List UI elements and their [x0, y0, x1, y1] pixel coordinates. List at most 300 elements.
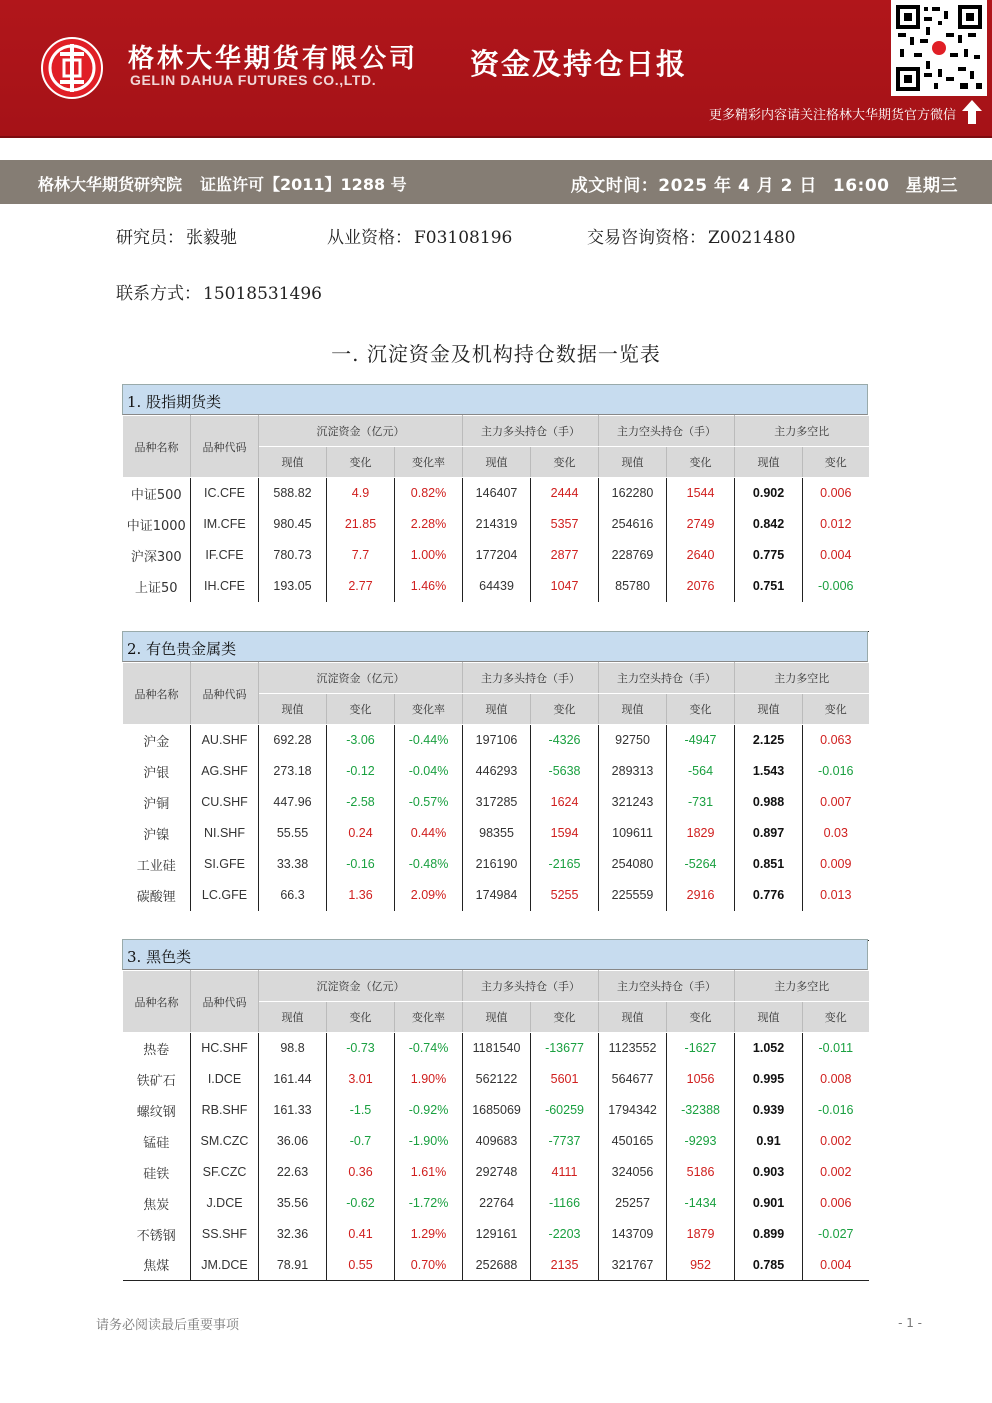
- contact-label: 联系方式：: [116, 284, 201, 304]
- capital-change: -0.62: [327, 1188, 395, 1219]
- header-sub: 变化: [531, 447, 599, 478]
- long-value: 292748: [463, 1157, 531, 1188]
- long-change: 4111: [531, 1157, 599, 1188]
- variety-code: CU.SHF: [191, 787, 259, 818]
- variety-code: AU.SHF: [191, 725, 259, 756]
- header-band: [0, 0, 992, 138]
- variety-name: 硅铁: [123, 1157, 191, 1188]
- table-row: [123, 540, 869, 571]
- table-row: [123, 725, 869, 756]
- capital-value: 32.36: [259, 1219, 327, 1250]
- ratio-value: 2.125: [735, 725, 803, 756]
- header-sub: 变化: [531, 1002, 599, 1033]
- capital-value: 193.05: [259, 571, 327, 602]
- header-sub: 现值: [735, 694, 803, 725]
- short-change: 952: [667, 1250, 735, 1281]
- capital-change: -0.73: [327, 1033, 395, 1064]
- researcher-name: 张毅驰: [186, 228, 237, 248]
- variety-code: I.DCE: [191, 1064, 259, 1095]
- variety-code: HC.SHF: [191, 1033, 259, 1064]
- short-value: 321767: [599, 1250, 667, 1281]
- ratio-value: 0.851: [735, 849, 803, 880]
- long-change: -2203: [531, 1219, 599, 1250]
- long-change: 1047: [531, 571, 599, 602]
- long-change: -60259: [531, 1095, 599, 1126]
- capital-change-rate: -1.72%: [395, 1188, 463, 1219]
- table-row: [123, 818, 869, 849]
- capital-value: 98.8: [259, 1033, 327, 1064]
- short-change: 5186: [667, 1157, 735, 1188]
- header-name: 品种名称: [123, 663, 191, 725]
- short-change: -1627: [667, 1033, 735, 1064]
- long-value: 562122: [463, 1064, 531, 1095]
- short-change: -564: [667, 756, 735, 787]
- variety-code: J.DCE: [191, 1188, 259, 1219]
- disclaimer-note: 请务必阅读最后重要事项: [96, 1318, 240, 1333]
- ratio-change: 0.013: [820, 888, 852, 902]
- header-capital: 沉淀资金（亿元）: [259, 416, 463, 447]
- capital-change-rate: 1.29%: [395, 1219, 463, 1250]
- capital-change: 3.01: [327, 1064, 395, 1095]
- capital-value: 161.33: [259, 1095, 327, 1126]
- report-time: 16:00: [832, 176, 890, 196]
- advisory-number: Z0021480: [708, 228, 796, 248]
- short-change: 2749: [667, 509, 735, 540]
- short-value: 450165: [599, 1126, 667, 1157]
- capital-value: 780.73: [259, 540, 327, 571]
- capital-value: 161.44: [259, 1064, 327, 1095]
- ratio-change: 0.006: [820, 1196, 852, 1210]
- variety-code: IF.CFE: [191, 540, 259, 571]
- short-value: 85780: [599, 571, 667, 602]
- long-value: 216190: [463, 849, 531, 880]
- ratio-value: 0.988: [735, 787, 803, 818]
- capital-change: 2.77: [327, 571, 395, 602]
- variety-code: SS.SHF: [191, 1219, 259, 1250]
- header-ratio: 主力多空比: [735, 971, 869, 1002]
- qualification-label: 从业资格：: [327, 228, 412, 248]
- ratio-value: 0.785: [735, 1250, 803, 1281]
- long-change: -4326: [531, 725, 599, 756]
- ratio-value: 0.939: [735, 1095, 803, 1126]
- long-change: -1166: [531, 1188, 599, 1219]
- long-change: 5255: [531, 880, 599, 911]
- short-value: 143709: [599, 1219, 667, 1250]
- long-change: 1624: [531, 787, 599, 818]
- capital-value: 447.96: [259, 787, 327, 818]
- header-short: 主力空头持仓（手）: [599, 416, 735, 447]
- long-value: 22764: [463, 1188, 531, 1219]
- qualification: [327, 223, 512, 248]
- ratio-change: 0.004: [803, 1250, 869, 1281]
- capital-change-rate: 2.28%: [395, 509, 463, 540]
- variety-name: 中证500: [123, 478, 191, 509]
- capital-change: 0.36: [327, 1157, 395, 1188]
- ratio-change: -0.016: [818, 764, 854, 778]
- long-value: 1181540: [463, 1033, 531, 1064]
- header-sub: 现值: [463, 694, 531, 725]
- contact-number: 15018531496: [203, 284, 322, 304]
- ratio-change: 0.03: [823, 826, 848, 840]
- variety-code: JM.DCE: [191, 1250, 259, 1281]
- header-code: 品种代码: [191, 663, 259, 725]
- company-logo-icon: [40, 36, 104, 100]
- long-change: 5357: [531, 509, 599, 540]
- capital-value: 66.3: [259, 880, 327, 911]
- long-value: 64439: [463, 571, 531, 602]
- long-change: 5601: [531, 1064, 599, 1095]
- capital-change-rate: -0.48%: [395, 849, 463, 880]
- ratio-change: 0.012: [820, 517, 852, 531]
- capital-value: 273.18: [259, 756, 327, 787]
- table-row: [123, 1250, 869, 1281]
- ratio-change: 0.002: [820, 1165, 852, 1179]
- short-change: -9293: [667, 1126, 735, 1157]
- long-value: 446293: [463, 756, 531, 787]
- spacer-cell: [123, 911, 869, 941]
- capital-change-rate: -1.90%: [395, 1126, 463, 1157]
- long-change: 2877: [531, 540, 599, 571]
- ratio-value: 0.751: [735, 571, 803, 602]
- variety-code: IC.CFE: [191, 478, 259, 509]
- header-sub: 现值: [735, 447, 803, 478]
- variety-name: 工业硅: [123, 849, 191, 880]
- header-sub: 现值: [259, 447, 327, 478]
- report-date: 成文时间：2025 年 4 月 2 日: [570, 176, 817, 196]
- header-sub: 变化: [803, 694, 869, 725]
- capital-change-rate: -0.74%: [395, 1033, 463, 1064]
- positions-table: [122, 970, 869, 1281]
- category-table: [122, 631, 868, 941]
- variety-code: SM.CZC: [191, 1126, 259, 1157]
- company-name-cn: 格林大华期货有限公司: [128, 44, 419, 74]
- short-change: 1056: [667, 1064, 735, 1095]
- variety-code: IH.CFE: [191, 571, 259, 602]
- table-row: [123, 1033, 869, 1064]
- variety-name: 锰硅: [123, 1126, 191, 1157]
- page-number: - 1 -: [898, 1316, 922, 1330]
- capital-change: -2.58: [327, 787, 395, 818]
- variety-name: 沪金: [123, 725, 191, 756]
- ratio-value: 0.842: [735, 509, 803, 540]
- institute-name: 格林大华期货研究院: [38, 175, 183, 194]
- long-value: 177204: [463, 540, 531, 571]
- header-short: 主力空头持仓（手）: [599, 663, 735, 694]
- capital-change: 4.9: [327, 478, 395, 509]
- short-value: 254616: [599, 509, 667, 540]
- table-row: [123, 1126, 869, 1157]
- short-value: 254080: [599, 849, 667, 880]
- table-row: [123, 509, 869, 540]
- header-sub: 现值: [463, 447, 531, 478]
- header-code: 品种代码: [191, 416, 259, 478]
- header-sub: 变化: [803, 1002, 869, 1033]
- category-table: [122, 384, 868, 632]
- header-long: 主力多头持仓（手）: [463, 663, 599, 694]
- header-long: 主力多头持仓（手）: [463, 971, 599, 1002]
- header-sub: 变化: [327, 447, 395, 478]
- long-value: 1685069: [463, 1095, 531, 1126]
- capital-change-rate: -0.92%: [395, 1095, 463, 1126]
- ratio-value: 0.91: [735, 1126, 803, 1157]
- short-value: 1794342: [599, 1095, 667, 1126]
- ratio-value: 0.995: [735, 1064, 803, 1095]
- short-value: 564677: [599, 1064, 667, 1095]
- report-weekday: 星期三: [905, 176, 958, 196]
- variety-name: 上证50: [123, 571, 191, 602]
- capital-value: 36.06: [259, 1126, 327, 1157]
- category-table: [122, 939, 868, 1281]
- spacer-cell: [123, 602, 869, 632]
- wechat-qr-code: [891, 0, 987, 96]
- advisory-qualification: [587, 223, 796, 248]
- variety-name: 中证1000: [123, 509, 191, 540]
- capital-change: -0.7: [327, 1126, 395, 1157]
- capital-change-rate: -0.57%: [395, 787, 463, 818]
- report-datetime: [571, 171, 958, 196]
- company-name-en: GELIN DAHUA FUTURES CO.,LTD.: [130, 72, 377, 88]
- ratio-value: 0.775: [735, 540, 803, 571]
- category-title: 1. 股指期货类: [122, 384, 868, 415]
- short-change: -4947: [667, 725, 735, 756]
- header-sub: 变化: [667, 447, 735, 478]
- variety-code: NI.SHF: [191, 818, 259, 849]
- long-value: 174984: [463, 880, 531, 911]
- variety-name: 焦炭: [123, 1188, 191, 1219]
- capital-change: -1.5: [327, 1095, 395, 1126]
- researcher: [116, 223, 237, 248]
- info-band: [0, 160, 992, 204]
- ratio-change: -0.027: [818, 1227, 854, 1241]
- capital-change-rate: 1.61%: [395, 1157, 463, 1188]
- capital-change-rate: -0.04%: [395, 756, 463, 787]
- capital-change-rate: 2.09%: [395, 880, 463, 911]
- header-long: 主力多头持仓（手）: [463, 416, 599, 447]
- capital-value: 692.28: [259, 725, 327, 756]
- capital-change: -0.16: [327, 849, 395, 880]
- capital-value: 35.56: [259, 1188, 327, 1219]
- variety-name: 碳酸锂: [123, 880, 191, 911]
- header-ratio: 主力多空比: [735, 416, 869, 447]
- ratio-value: 0.901: [735, 1188, 803, 1219]
- header-sub: 变化率: [395, 1002, 463, 1033]
- capital-value: 980.45: [259, 509, 327, 540]
- wechat-follow-note: 更多精彩内容请关注格林大华期货官方微信: [708, 108, 956, 123]
- header-capital: 沉淀资金（亿元）: [259, 971, 463, 1002]
- long-change: 2444: [531, 478, 599, 509]
- ratio-change: 0.002: [820, 1134, 852, 1148]
- short-change: 2076: [667, 571, 735, 602]
- variety-name: 焦煤: [123, 1250, 191, 1281]
- ratio-value: 1.543: [735, 756, 803, 787]
- short-value: 321243: [599, 787, 667, 818]
- header-code: 品种代码: [191, 971, 259, 1033]
- positions-table: [122, 415, 869, 632]
- table-row: [123, 1188, 869, 1219]
- short-value: 162280: [599, 478, 667, 509]
- ratio-change: -0.006: [818, 579, 854, 593]
- header-sub: 现值: [599, 447, 667, 478]
- capital-value: 22.63: [259, 1157, 327, 1188]
- table-row: [123, 1064, 869, 1095]
- short-value: 92750: [599, 725, 667, 756]
- header-sub: 现值: [259, 1002, 327, 1033]
- ratio-change: -0.016: [818, 1103, 854, 1117]
- short-change: 1879: [667, 1219, 735, 1250]
- header-sub: 变化: [803, 447, 869, 478]
- short-change: -5264: [667, 849, 735, 880]
- long-change: 2135: [531, 1250, 599, 1281]
- short-change: 2640: [667, 540, 735, 571]
- qr-code-icon: [894, 3, 984, 93]
- ratio-value: 0.897: [735, 818, 803, 849]
- capital-change-rate: 1.46%: [395, 571, 463, 602]
- category-title: 3. 黑色类: [122, 939, 868, 970]
- long-value: 317285: [463, 787, 531, 818]
- header-sub: 现值: [599, 694, 667, 725]
- short-value: 225559: [599, 880, 667, 911]
- long-value: 214319: [463, 509, 531, 540]
- variety-name: 沪镍: [123, 818, 191, 849]
- variety-code: AG.SHF: [191, 756, 259, 787]
- table-row: [123, 1219, 869, 1250]
- variety-code: SF.CZC: [191, 1157, 259, 1188]
- header-short: 主力空头持仓（手）: [599, 971, 735, 1002]
- capital-value: 55.55: [259, 818, 327, 849]
- table-row: [123, 1095, 869, 1126]
- header-name: 品种名称: [123, 971, 191, 1033]
- license-number: 证监许可【2011】1288 号: [200, 175, 407, 194]
- capital-change-rate: 1.00%: [395, 540, 463, 571]
- capital-change: 0.24: [327, 818, 395, 849]
- variety-name: 不锈钢: [123, 1219, 191, 1250]
- short-change: 2916: [667, 880, 735, 911]
- table-row: [123, 787, 869, 818]
- capital-change: 7.7: [327, 540, 395, 571]
- header-capital: 沉淀资金（亿元）: [259, 663, 463, 694]
- spacer-row: [123, 911, 869, 941]
- ratio-value: 0.899: [735, 1219, 803, 1250]
- variety-name: 沪银: [123, 756, 191, 787]
- short-value: 109611: [599, 818, 667, 849]
- long-value: 409683: [463, 1126, 531, 1157]
- short-value: 1123552: [599, 1033, 667, 1064]
- capital-change-rate: -0.44%: [395, 725, 463, 756]
- header-sub: 变化: [327, 1002, 395, 1033]
- positions-table: [122, 662, 869, 941]
- capital-change: 1.36: [327, 880, 395, 911]
- short-value: 228769: [599, 540, 667, 571]
- ratio-change: 0.009: [820, 857, 852, 871]
- arrow-up-icon: [962, 100, 982, 124]
- long-change: -13677: [531, 1033, 599, 1064]
- capital-value: 588.82: [259, 478, 327, 509]
- capital-change-rate: 0.70%: [395, 1250, 463, 1281]
- category-title: 2. 有色贵金属类: [122, 631, 868, 662]
- capital-change-rate: 0.82%: [395, 478, 463, 509]
- long-value: 129161: [463, 1219, 531, 1250]
- capital-change: 21.85: [327, 509, 395, 540]
- contact: [116, 279, 322, 304]
- header-sub: 变化率: [395, 447, 463, 478]
- long-change: -7737: [531, 1126, 599, 1157]
- ratio-change: 0.063: [820, 733, 852, 748]
- ratio-value: 0.776: [735, 880, 803, 911]
- section-title: 一. 沉淀资金及机构持仓数据一览表: [331, 342, 661, 366]
- table-row: [123, 1157, 869, 1188]
- header-sub: 现值: [599, 1002, 667, 1033]
- header-sub: 现值: [735, 1002, 803, 1033]
- capital-change: -0.12: [327, 756, 395, 787]
- variety-code: RB.SHF: [191, 1095, 259, 1126]
- table-row: [123, 880, 869, 911]
- capital-change: -3.06: [327, 725, 395, 756]
- ratio-value: 0.903: [735, 1157, 803, 1188]
- header-sub: 变化: [531, 694, 599, 725]
- capital-change: 0.55: [327, 1250, 395, 1281]
- ratio-change: 0.004: [820, 548, 852, 562]
- spacer-row: [123, 602, 869, 632]
- researcher-label: 研究员：: [116, 228, 184, 248]
- variety-code: IM.CFE: [191, 509, 259, 540]
- ratio-value: 1.052: [735, 1033, 803, 1064]
- header-sub: 变化率: [395, 694, 463, 725]
- long-change: 1594: [531, 818, 599, 849]
- variety-name: 螺纹钢: [123, 1095, 191, 1126]
- institute-info: [38, 172, 407, 195]
- advisory-label: 交易咨询资格：: [587, 228, 706, 248]
- ratio-value: 0.902: [735, 478, 803, 509]
- qualification-number: F03108196: [414, 228, 513, 248]
- capital-value: 78.91: [259, 1250, 327, 1281]
- header-sub: 变化: [667, 1002, 735, 1033]
- short-value: 289313: [599, 756, 667, 787]
- capital-change-rate: 0.44%: [395, 818, 463, 849]
- header-sub: 变化: [667, 694, 735, 725]
- short-change: -731: [667, 787, 735, 818]
- variety-name: 铁矿石: [123, 1064, 191, 1095]
- short-change: -32388: [667, 1095, 735, 1126]
- short-change: 1829: [667, 818, 735, 849]
- variety-code: SI.GFE: [191, 849, 259, 880]
- variety-code: LC.GFE: [191, 880, 259, 911]
- table-row: [123, 756, 869, 787]
- short-value: 25257: [599, 1188, 667, 1219]
- long-value: 146407: [463, 478, 531, 509]
- ratio-change: 0.008: [820, 1072, 852, 1086]
- long-value: 252688: [463, 1250, 531, 1281]
- table-row: [123, 571, 869, 602]
- long-change: -2165: [531, 849, 599, 880]
- header-sub: 现值: [259, 694, 327, 725]
- ratio-change: -0.011: [818, 1041, 854, 1056]
- table-row: [123, 849, 869, 880]
- report-title: 资金及持仓日报: [470, 47, 688, 81]
- long-change: -5638: [531, 756, 599, 787]
- short-value: 324056: [599, 1157, 667, 1188]
- header-sub: 现值: [463, 1002, 531, 1033]
- capital-change: 0.41: [327, 1219, 395, 1250]
- header-name: 品种名称: [123, 416, 191, 478]
- capital-change-rate: 1.90%: [395, 1064, 463, 1095]
- capital-value: 33.38: [259, 849, 327, 880]
- variety-name: 沪深300: [123, 540, 191, 571]
- short-change: 1544: [667, 478, 735, 509]
- long-value: 98355: [463, 818, 531, 849]
- header-sub: 变化: [327, 694, 395, 725]
- header-ratio: 主力多空比: [735, 663, 869, 694]
- long-value: 197106: [463, 725, 531, 756]
